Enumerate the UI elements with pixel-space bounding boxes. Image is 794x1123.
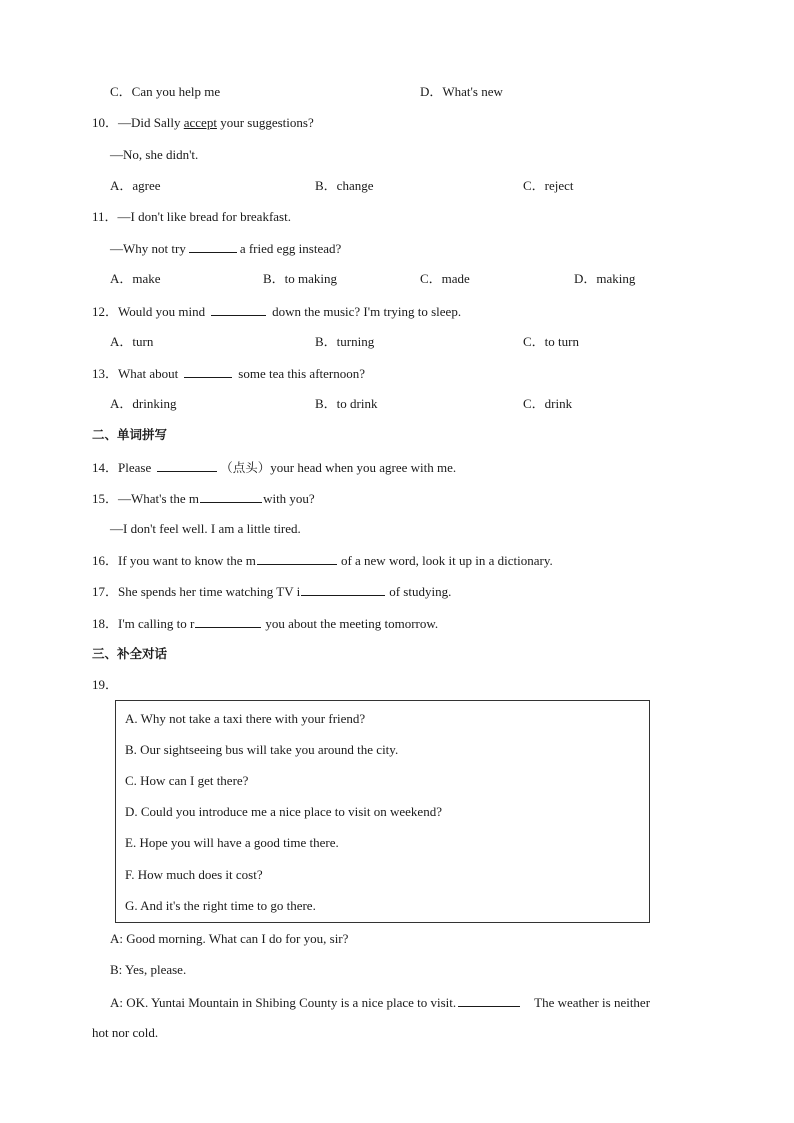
question-10-answer: —No, she didn't. [110, 147, 199, 162]
question-text: —Did Sally [118, 115, 184, 130]
question-text: 18．I'm calling to r [92, 616, 195, 631]
dialog-text: A: OK. Yuntai Mountain in Shibing County is a nice place to visit. [110, 995, 457, 1010]
q12-option-a: A．turn [110, 334, 154, 349]
question-text: —Why not try [110, 241, 186, 256]
answer-blank[interactable] [200, 490, 262, 503]
q13-option-c: C．drink [523, 396, 573, 411]
answer-blank[interactable] [458, 994, 520, 1007]
q10-option-b: B．change [315, 178, 374, 193]
question-text: a fried egg instead? [239, 241, 342, 256]
question-text: 16．If you want to know the m [92, 553, 256, 568]
question-18 [92, 615, 438, 632]
question-text: 15．—What's the m [92, 491, 200, 506]
question-text: 14．Please [92, 460, 152, 475]
q11-option-b: B．to making [263, 271, 338, 286]
box-option-e: E. Hope you will have a good time there. [125, 835, 339, 850]
question-text: 12．Would you mind [92, 304, 206, 319]
dialog-line-a2 [110, 994, 650, 1011]
answer-blank[interactable] [257, 552, 337, 565]
question-19-number: 19． [92, 677, 119, 692]
question-10 [92, 115, 314, 131]
answer-blank[interactable] [184, 365, 232, 378]
q11-option-d: D．making [574, 271, 636, 286]
box-option-b: B. Our sightseeing bus will take you around the city. [125, 742, 399, 757]
box-option-a: A. Why not take a taxi there with your friend? [125, 711, 366, 726]
question-11: 11．—I don't like bread for breakfast. [92, 209, 291, 224]
question-text: 17．She spends her time watching TV i [92, 584, 301, 599]
dialog-line-a1: A: Good morning. What can I do for you, sir? [110, 931, 349, 946]
question-text: 13．What about [92, 366, 179, 381]
question-number: 10． [92, 115, 119, 130]
question-14 [92, 459, 456, 476]
dialog-line-a2-cont: hot nor cold. [92, 1025, 159, 1040]
options-box [115, 700, 650, 923]
question-text: you about the meeting tomorrow. [265, 616, 439, 631]
dialog-text: The weather is neither [534, 995, 651, 1010]
box-option-g: G. And it's the right time to go there. [125, 898, 316, 913]
answer-blank[interactable] [189, 240, 237, 253]
answer-blank[interactable] [157, 459, 217, 472]
question-16 [92, 552, 553, 569]
question-15-answer: —I don't feel well. I am a little tired. [110, 521, 301, 536]
chinese-hint: （点头） [220, 460, 271, 475]
box-option-c: C. How can I get there? [125, 773, 249, 788]
question-12 [92, 303, 461, 320]
q10-option-c: C．reject [523, 178, 574, 193]
q12-option-c: C．to turn [523, 334, 579, 349]
section-heading-dialogue: 三、补全对话 [92, 646, 168, 661]
question-13 [92, 365, 365, 382]
dialog-line-b1: B: Yes, please. [110, 962, 187, 977]
answer-blank[interactable] [301, 583, 385, 596]
q9-option-c: C．Can you help me [110, 84, 221, 99]
question-text: with you? [263, 491, 315, 506]
answer-blank[interactable] [211, 303, 266, 316]
q13-option-b: B．to drink [315, 396, 378, 411]
question-text: of a new word, look it up in a dictionary. [340, 553, 553, 568]
question-11-line2 [110, 240, 341, 257]
question-text: your suggestions? [216, 115, 314, 130]
q10-option-a: A．agree [110, 178, 161, 193]
question-15 [92, 490, 315, 507]
question-text: of studying. [389, 584, 452, 599]
q11-option-c: C．made [420, 271, 470, 286]
question-text: some tea this afternoon? [238, 366, 366, 381]
question-text: down the music? I'm trying to sleep. [272, 304, 462, 319]
answer-blank[interactable] [195, 615, 261, 628]
underlined-word: accept [183, 115, 217, 130]
q9-option-d: D．What's new [420, 84, 503, 99]
q13-option-a: A．drinking [110, 396, 177, 411]
box-option-f: F. How much does it cost? [125, 867, 263, 882]
q12-option-b: B．turning [315, 334, 375, 349]
q11-option-a: A．make [110, 271, 161, 286]
question-17 [92, 583, 451, 600]
section-heading-spelling: 二、单词拼写 [92, 427, 168, 442]
question-text: your head when you agree with me. [270, 460, 457, 475]
box-option-d: D. Could you introduce me a nice place to visit on weekend? [125, 804, 442, 819]
